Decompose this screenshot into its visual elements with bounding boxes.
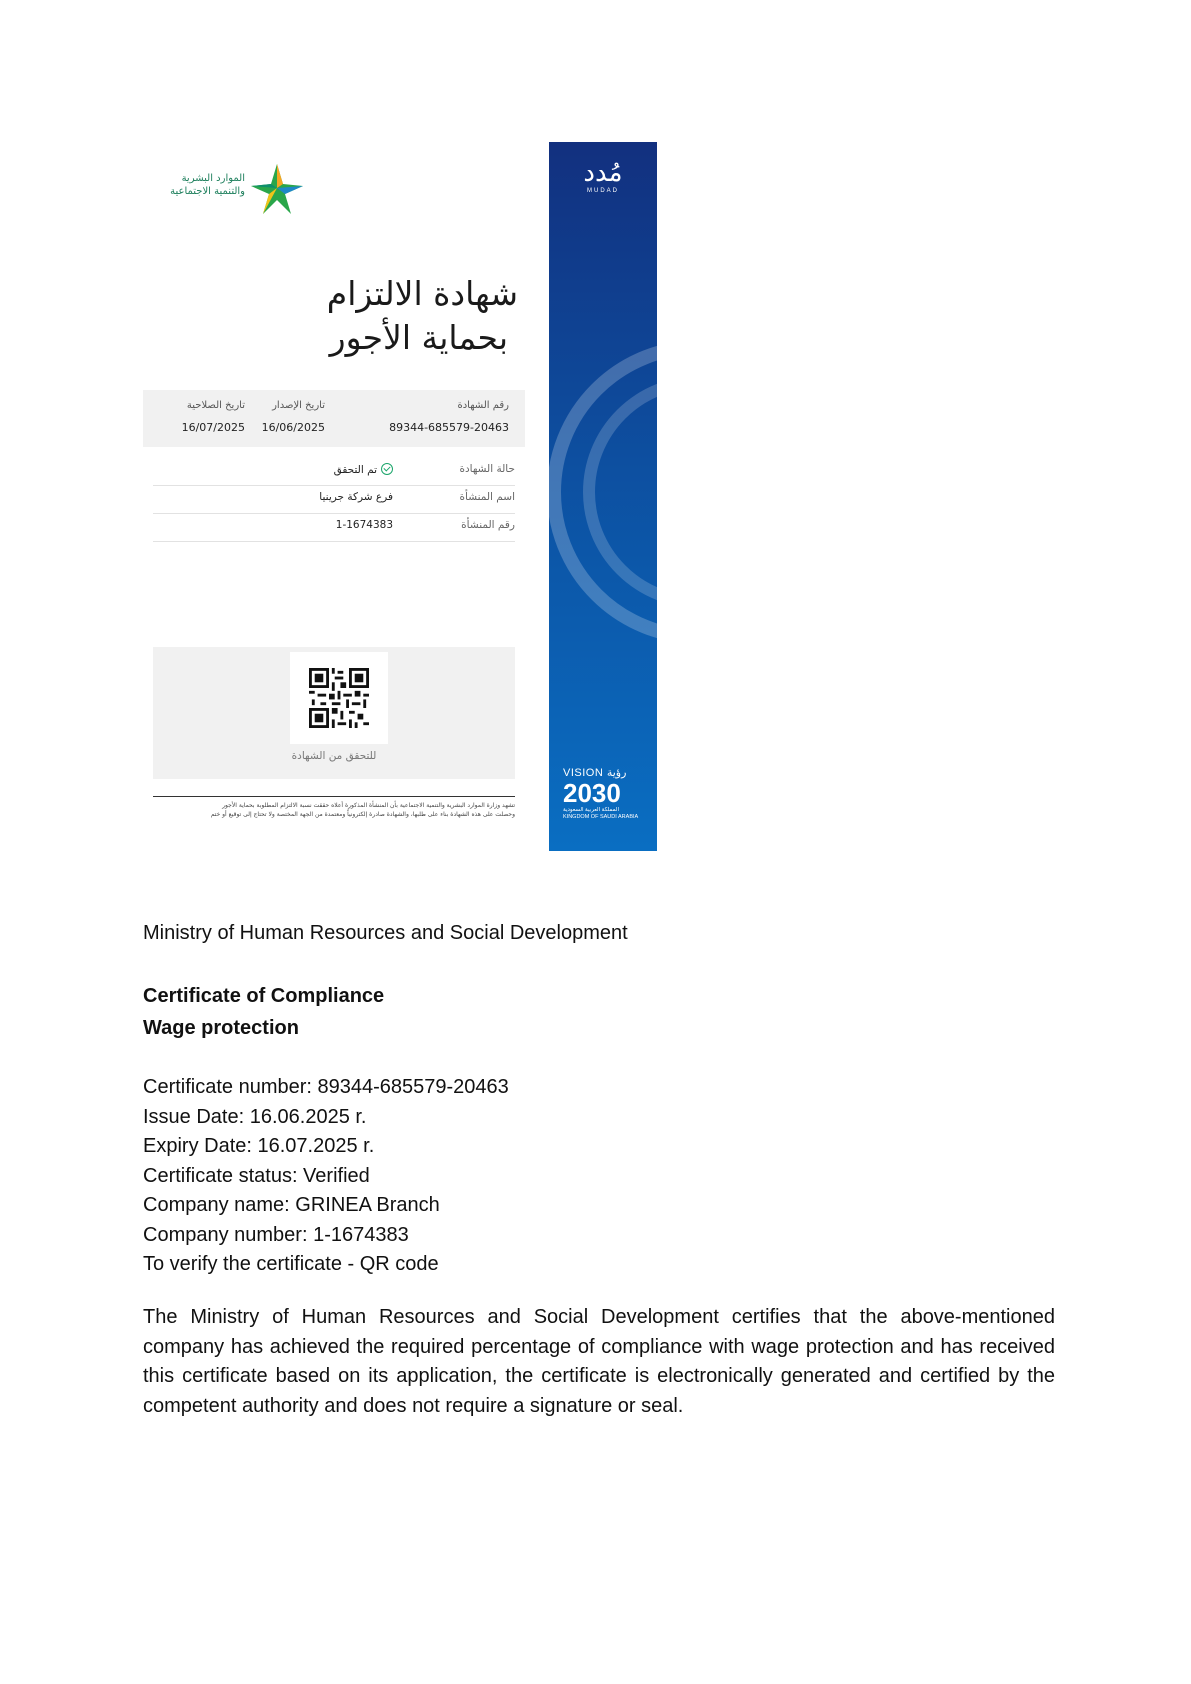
status-key: حالة الشهادة bbox=[459, 463, 515, 475]
arc-decoration-icon bbox=[549, 142, 657, 851]
number-label: رقم الشهادة bbox=[457, 400, 509, 411]
company-name-key: اسم المنشأة bbox=[459, 491, 515, 503]
status-value-text: تم التحقق bbox=[333, 464, 377, 476]
mudad-logo-english: MUDAD bbox=[587, 188, 619, 194]
mudad-logo-arabic: مُدد bbox=[583, 158, 623, 188]
status-value bbox=[334, 463, 393, 476]
detail-company-number: Company number: 1-1674383 bbox=[143, 1223, 409, 1246]
title-line-2: بحماية الأجور bbox=[329, 318, 508, 357]
certification-paragraph: The Ministry of Human Resources and Social Development certifies that the above-mentioned company has achieved the required percentage of compliance with wage protection and has received this certificate based on its application, the certificate is electronically generated and certified by the competent authority and does not require a signature or seal. bbox=[143, 1306, 1055, 1417]
number-column bbox=[389, 400, 509, 434]
vision-label: VISION رؤية bbox=[563, 767, 627, 779]
certificate-title-line-1: Certificate of Compliance bbox=[143, 985, 385, 1007]
detail-verify-qr: To verify the certificate - QR code bbox=[143, 1253, 439, 1275]
certificate-title-arabic bbox=[273, 272, 518, 360]
footnote-line-2: وحصلت على هذه الشهادة بناء على طلبها، والشهادة صادرة إلكترونياً ومعتمدة من الجهة المختصة ولا تحتاج إلى توقيع أو ختم bbox=[210, 811, 515, 818]
title-line-1: شهادة الالتزام bbox=[326, 274, 518, 313]
issue-value: 16/06/2025 bbox=[261, 421, 325, 434]
qr-panel bbox=[153, 647, 515, 779]
status-row bbox=[153, 457, 515, 486]
mudad-side-band bbox=[549, 142, 657, 851]
company-name-value: فرع شركة جرينيا bbox=[319, 491, 393, 503]
certificate-title-line-2: Wage protection bbox=[143, 1017, 299, 1039]
vision-sub-arabic: المملكة العربية السعودية bbox=[563, 807, 619, 813]
expiry-column bbox=[182, 400, 245, 434]
qr-code-box bbox=[290, 652, 388, 744]
detail-company-name: Company name: GRINEA Branch bbox=[143, 1194, 440, 1216]
issue-label: تاريخ الإصدار bbox=[272, 400, 325, 411]
detail-issue-date: Issue Date: 16.06.2025 r. bbox=[143, 1105, 367, 1128]
detail-certificate-number: Certificate number: 89344-685579-20463 bbox=[143, 1076, 509, 1098]
certificate-title bbox=[143, 980, 384, 1044]
qr-caption: للتحقق من الشهادة bbox=[291, 750, 377, 762]
vision-sub-english: KINGDOM OF SAUDI ARABIA bbox=[563, 814, 639, 820]
certificate-details bbox=[143, 1073, 509, 1280]
company-number-row bbox=[153, 513, 515, 542]
star-logo-icon bbox=[247, 160, 307, 216]
qr-code-icon bbox=[309, 668, 369, 728]
ministry-logo bbox=[155, 160, 305, 218]
company-number-key: رقم المنشأة bbox=[461, 519, 515, 531]
vision-year: 2030 bbox=[563, 778, 621, 808]
ministry-name: Ministry of Human Resources and Social Development bbox=[143, 922, 628, 944]
expiry-value: 16/07/2025 bbox=[181, 421, 245, 434]
company-name-row bbox=[153, 485, 515, 514]
certificate-body bbox=[143, 142, 540, 851]
footnote-line-1: تشهد وزارة الموارد البشرية والتنمية الاجتماعية بأن المنشأة المذكورة أعلاه حققت نسبة الالتزام المطلوبة بحماية الأجور bbox=[222, 802, 515, 809]
issue-column bbox=[262, 400, 325, 434]
vision-2030-logo bbox=[563, 766, 653, 821]
verified-check-icon bbox=[381, 463, 393, 475]
expiry-label: تاريخ الصلاحية bbox=[186, 400, 245, 411]
certificate-info-band bbox=[143, 390, 525, 447]
number-value: 89344-685579-20463 bbox=[389, 421, 509, 434]
detail-expiry-date: Expiry Date: 16.07.2025 r. bbox=[143, 1135, 375, 1157]
company-number-value: 1-1674383 bbox=[335, 519, 393, 531]
ministry-logo-text: الموارد البشرية والتنمية الاجتماعية bbox=[170, 173, 245, 197]
certificate-image bbox=[143, 142, 646, 851]
mudad-logo bbox=[549, 158, 657, 194]
certificate-footnote bbox=[153, 796, 515, 819]
detail-status: Certificate status: Verified bbox=[143, 1164, 370, 1187]
